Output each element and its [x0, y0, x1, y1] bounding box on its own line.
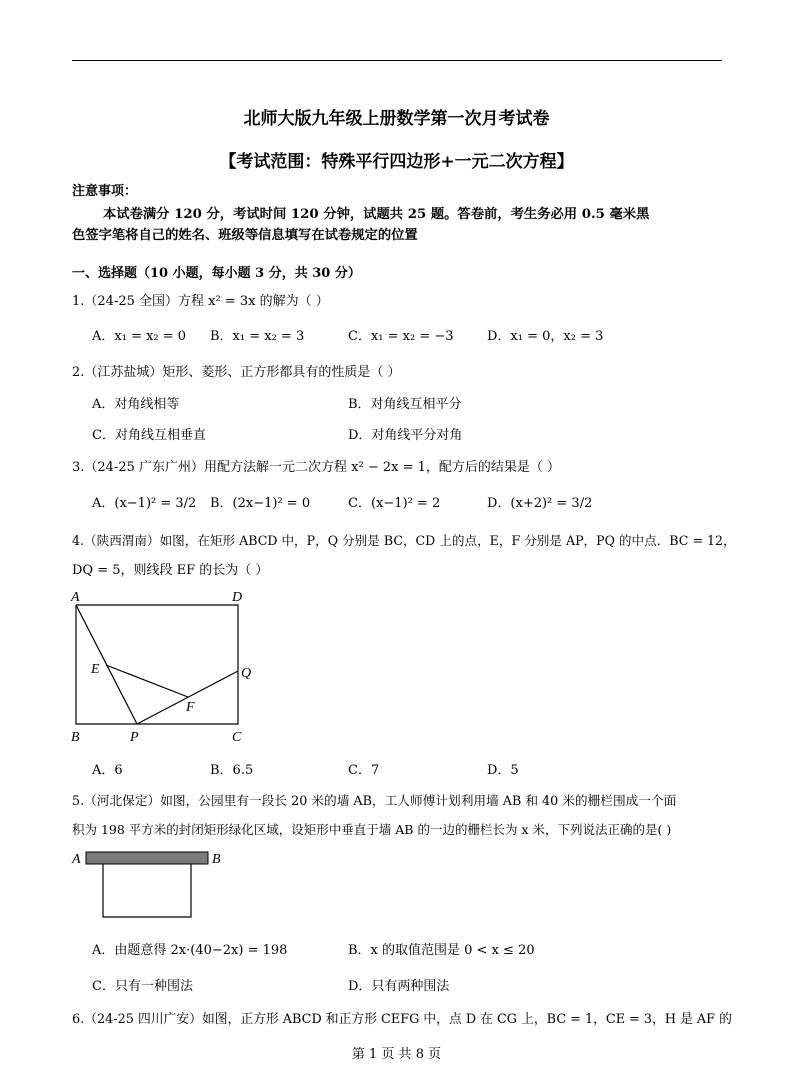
q3-option-b: B．(2x−1)² = 0	[210, 496, 311, 511]
q5-option-a: A．由题意得 2x·(40−2x) = 198	[92, 943, 288, 958]
wall-label-a: A	[72, 852, 81, 867]
q1-option-a: A．x₁ = x₂ = 0	[92, 329, 187, 344]
q4-option-a: A．6	[92, 763, 123, 778]
point-label-f: F	[186, 700, 195, 715]
q1-option-c: C．x₁ = x₂ = −3	[348, 329, 454, 344]
q4-option-d: D．5	[487, 763, 519, 778]
wall-fence-figure	[66, 845, 236, 925]
vertex-label-c: C	[232, 730, 242, 745]
notice-line-2: 色签字笔将自己的姓名、班级等信息填写在试卷规定的位置	[72, 228, 418, 243]
q5-option-b: B．x 的取值范围是 0 < x ≤ 20	[348, 943, 535, 958]
page-subtitle: 【考试范围：特殊平行四边形+一元二次方程】	[219, 152, 574, 172]
question-5-stem-line-2: 积为 198 平方米的封闭矩形绿化区域，设矩形中垂直于墙 AB 的一边的栅栏长为 x 米，下列说法正确的是( )	[72, 822, 672, 837]
q2-option-b: B．对角线互相平分	[348, 397, 462, 412]
notice-line-1: 本试卷满分 120 分，考试时间 120 分钟，试题共 25 题。答卷前，考生务必用 0.5 毫米黑	[103, 207, 650, 222]
q2-option-c: C．对角线互相垂直	[92, 428, 206, 443]
question-2-stem: 2.（江苏盐城）矩形、菱形、正方形都具有的性质是（ ）	[72, 365, 401, 380]
question-3-stem: 3.（24-25 广东广州）用配方法解一元二次方程 x² − 2x = 1，配方后的结果是（ ）	[72, 460, 561, 475]
vertex-label-b: B	[71, 730, 80, 745]
q5-option-d: D．只有两种围法	[348, 979, 450, 994]
point-label-p: P	[130, 730, 139, 745]
page-title: 北师大版九年级上册数学第一次月考试卷	[243, 109, 550, 129]
question-6-stem: 6.（24-25 四川广安）如图，正方形 ABCD 和正方形 CEFG 中，点 D 在 CG 上，BC = 1，CE = 3，H 是 AF 的	[72, 1012, 732, 1027]
question-4-stem-line-1: 4.（陕西渭南）如图，在矩形 ABCD 中，P，Q 分别是 BC，CD 上的点，E，F 分别是 AP，PQ 的中点．BC = 12，	[72, 533, 736, 548]
vertex-label-d: D	[232, 590, 243, 605]
q1-option-b: B．x₁ = x₂ = 3	[210, 329, 305, 344]
header-rule	[72, 60, 722, 61]
q5-option-c: C．只有一种围法	[92, 979, 193, 994]
q2-option-a: A．对角线相等	[92, 397, 180, 412]
point-label-q: Q	[241, 666, 252, 681]
rectangle-abcd-figure	[66, 585, 266, 750]
question-5-stem-line-1: 5.（河北保定）如图，公园里有一段长 20 米的墙 AB，工人师傅计划利用墙 AB 和 40 米的栅栏围成一个面	[72, 793, 677, 808]
point-label-e: E	[91, 662, 100, 677]
q1-option-d: D．x₁ = 0，x₂ = 3	[487, 329, 604, 344]
vertex-label-a: A	[71, 590, 80, 605]
q3-option-a: A．(x−1)² = 3/2	[92, 496, 197, 511]
q3-option-c: C．(x−1)² = 2	[348, 496, 441, 511]
q2-option-d: D．对角线平分对角	[348, 428, 463, 443]
question-4-stem-line-2: DQ = 5，则线段 EF 的长为（ ）	[72, 563, 269, 578]
page-number: 第 1 页 共 8 页	[351, 1047, 442, 1062]
q3-option-d: D．(x+2)² = 3/2	[487, 496, 593, 511]
wall-label-b: B	[212, 852, 221, 867]
notice-heading: 注意事项：	[72, 184, 138, 199]
q4-option-b: B．6.5	[210, 763, 254, 778]
section-heading: 一、选择题（10 小题，每小题 3 分，共 30 分）	[72, 266, 361, 281]
q4-option-c: C．7	[348, 763, 380, 778]
question-1-stem: 1.（24-25 全国）方程 x² = 3x 的解为（ ）	[72, 294, 329, 309]
